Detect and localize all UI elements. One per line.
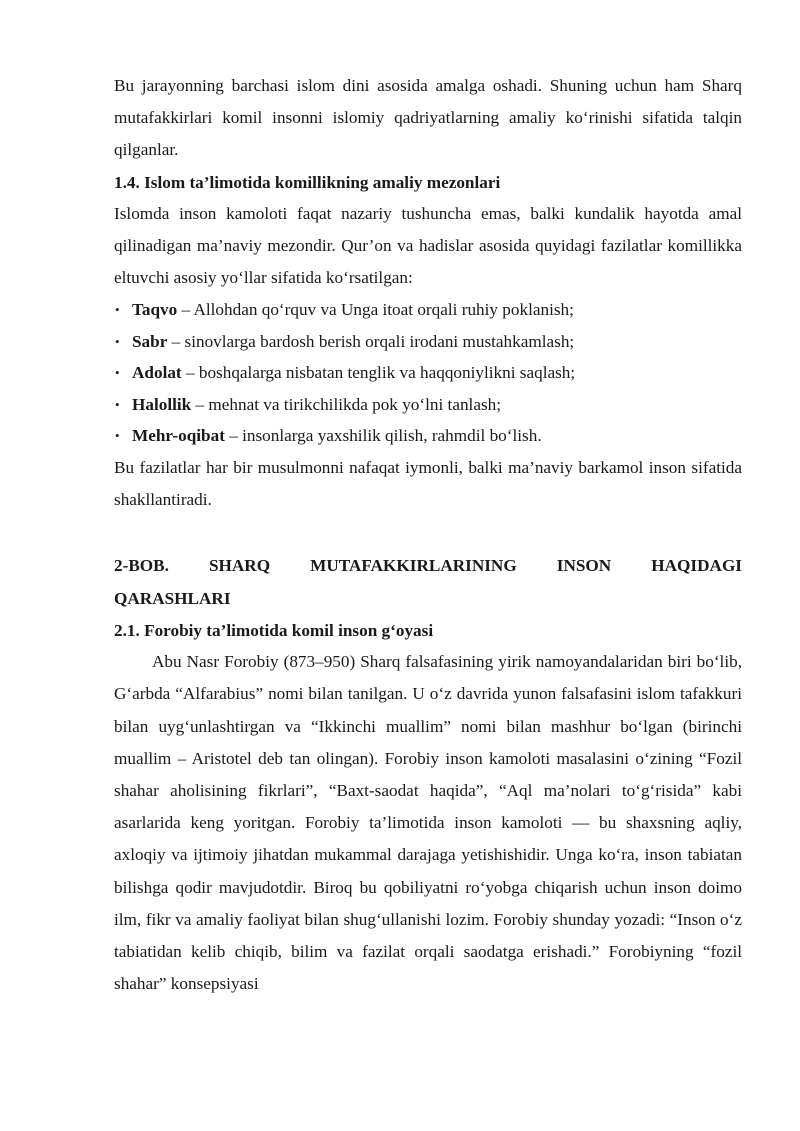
bullet-icon: • xyxy=(115,333,120,349)
virtue-description: – insonlarga yaxshilik qilish, rahmdil bo‘lish. xyxy=(224,426,542,446)
virtue-term: Taqvo xyxy=(132,300,178,320)
list-item xyxy=(114,294,742,326)
virtue-term: Adolat xyxy=(132,363,182,383)
section-heading-2-1: 2.1. Forobiy ta’limotida komil inson g‘oyasi xyxy=(114,621,434,641)
paragraph-section-2-1: Abu Nasr Forobiy (873–950) Sharq falsafasining yirik namoyandalaridan biri bo‘lib, G‘arbda “Alfarabius” nomi bilan tanilgan. U o‘z davrida yunon falsafasini islom tafakkuri bilan uyg‘unlashtirgan va “Ikkinchi muallim” nomi bilan mashhur bo‘lgan (birinchi muallim – Aristotel deb tan olingan). Forobiy inson kamoloti masalasini o‘zining “Fozil shahar aholisining fikrlari”, “Baxt-saodat haqida”, “Aql ma’nolari to‘g‘risida” kabi asarlarida keng yoritgan. Forobiy ta’limotida inson kamoloti — bu shaxsning aqliy, axloqiy va ijtimoiy jihatdan mukammal darajaga yetishishidir. Unga ko‘ra, inson tabiatan bilishga qodir mavjudotdir. Biroq bu qobiliyatni ro‘yobga chiqarish uchun inson doimo ilm, fikr va amaliy faoliyat bilan shug‘ullanishi lozim. Forobiy shunday yozadi: “Inson o‘z tabiatidan kelib chiqib, bilim va fazilat orqali saodatga erishadi.” Forobiyning “fozil shahar” konsepsiyasi xyxy=(114,652,742,994)
bullet-icon: • xyxy=(115,396,120,412)
virtue-description: – mehnat va tirikchilikda pok yo‘lni tanlash; xyxy=(191,394,502,414)
virtue-description: – Allohdan qo‘rquv va Unga itoat orqali ruhiy poklanish; xyxy=(177,300,574,320)
virtue-term: Mehr-oqibat xyxy=(132,426,225,446)
virtue-description: – sinovlarga bardosh berish orqali irodani mustahkamlash; xyxy=(167,331,575,351)
paragraph-section-1-4-conclusion: Bu fazilatlar har bir musulmonni nafaqat iymonli, balki ma’naviy barkamol inson sifatida shakllantiradi. xyxy=(114,457,742,509)
document-page xyxy=(114,70,742,1000)
paragraph-section-1-3-end: Bu jarayonning barchasi islom dini asosida amalga oshadi. Shuning uchun ham Sharq mutafakkirlari komil insonni islomiy qadriyatlarning amaliy ko‘rinishi sifatida talqin qilganlar. xyxy=(114,76,742,160)
virtues-list xyxy=(114,294,742,452)
paragraph-section-1-4-intro: Islomda inson kamoloti faqat nazariy tushuncha emas, balki kundalik hayotda amal qilinadigan ma’naviy mezondir. Qur’on va hadislar asosida quyidagi fazilatlar komillikka eltuvchi asosiy yo‘llar sifatida ko‘rsatilgan: xyxy=(114,203,742,288)
virtue-description: – boshqalarga nisbatan tenglik va haqqoniylikni saqlash; xyxy=(181,363,576,383)
list-item xyxy=(114,389,742,421)
bullet-icon: • xyxy=(115,365,120,381)
blank-line xyxy=(114,516,742,549)
chapter-title xyxy=(114,549,742,615)
bullet-icon: • xyxy=(115,428,120,444)
bullet-icon: • xyxy=(115,302,120,318)
list-item xyxy=(114,326,742,358)
virtue-term: Halollik xyxy=(132,394,192,414)
chapter-title-line-2: QARASHLARI xyxy=(114,589,231,609)
chapter-title-line-1: 2-BOB. SHARQ MUTAFAKKIRLARINING INSON HAQIDAGI xyxy=(114,556,742,576)
virtue-term: Sabr xyxy=(132,331,168,351)
list-item xyxy=(114,420,742,452)
list-item xyxy=(114,357,742,389)
section-heading-1-4: 1.4. Islom ta’limotida komillikning amaliy mezonlari xyxy=(114,172,501,192)
